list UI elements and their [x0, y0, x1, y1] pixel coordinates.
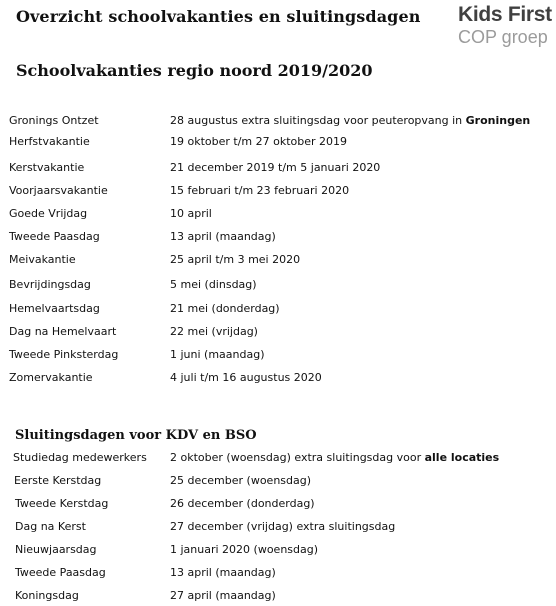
- item-name: Voorjaarsvakantie: [9, 184, 108, 197]
- item-name: Gronings Ontzet: [9, 114, 99, 127]
- list-item: [0, 250, 556, 270]
- item-name: Koningsdag: [15, 589, 79, 602]
- item-description: 21 december 2019 t/m 5 januari 2020: [170, 161, 381, 174]
- item-description: 25 april t/m 3 mei 2020: [170, 253, 301, 266]
- item-description: 19 oktober t/m 27 oktober 2019: [170, 135, 348, 148]
- item-description: 21 mei (donderdag): [170, 302, 280, 315]
- item-name: Tweede Pinksterdag: [9, 348, 119, 361]
- item-description: 5 mei (dinsdag): [170, 278, 257, 291]
- item-name: Tweede Paasdag: [9, 230, 100, 243]
- item-name: Zomervakantie: [9, 371, 93, 384]
- list-item: [0, 227, 556, 247]
- list-item: [0, 111, 556, 131]
- item-description: 26 december (donderdag): [170, 497, 315, 510]
- item-name: Nieuwjaarsdag: [15, 543, 97, 556]
- item-description: 28 augustus extra sluitingsdag voor peuteropvang in Groningen: [170, 114, 531, 127]
- list-item: [0, 158, 556, 178]
- list-item: [0, 448, 556, 468]
- item-name: Goede Vrijdag: [9, 207, 88, 220]
- list-item: [0, 204, 556, 224]
- item-name: Dag na Hemelvaart: [9, 325, 117, 338]
- item-name: Herfstvakantie: [9, 135, 90, 148]
- logo-brand-name: Kids First: [458, 3, 552, 26]
- item-description: 2 oktober (woensdag) extra sluitingsdag voor alle locaties: [170, 451, 500, 464]
- item-emphasis: Groningen: [465, 114, 531, 127]
- item-name: Hemelvaartsdag: [9, 302, 100, 315]
- section-title-schoolvakanties: Schoolvakanties regio noord 2019/2020: [16, 61, 373, 80]
- item-name: Kerstvakantie: [9, 161, 85, 174]
- list-item: [0, 275, 556, 295]
- item-description: 27 april (maandag): [170, 589, 276, 602]
- list-item: [0, 368, 556, 388]
- logo-group-name: COP groep: [458, 27, 548, 47]
- list-item: [0, 586, 556, 606]
- item-emphasis: alle locaties: [424, 451, 500, 464]
- list-item: [0, 345, 556, 365]
- item-description: 13 april (maandag): [170, 566, 276, 579]
- item-name: Bevrijdingsdag: [9, 278, 91, 291]
- list-item: [0, 471, 556, 491]
- list-item: [0, 181, 556, 201]
- item-name: Dag na Kerst: [15, 520, 86, 533]
- item-description: 22 mei (vrijdag): [170, 325, 258, 338]
- item-name: Eerste Kerstdag: [14, 474, 102, 487]
- item-description: 13 april (maandag): [170, 230, 276, 243]
- list-item: [0, 494, 556, 514]
- item-description: 25 december (woensdag): [170, 474, 312, 487]
- item-description: 27 december (vrijdag) extra sluitingsdag: [170, 520, 396, 533]
- item-name: Tweede Kerstdag: [15, 497, 109, 510]
- item-description: 10 april: [170, 207, 212, 220]
- list-item: [0, 132, 556, 152]
- list-item: [0, 540, 556, 560]
- item-description: 1 juni (maandag): [170, 348, 265, 361]
- item-description: 4 juli t/m 16 augustus 2020: [170, 371, 322, 384]
- list-item: [0, 299, 556, 319]
- item-name: Studiedag medewerkers: [13, 451, 147, 464]
- list-item: [0, 322, 556, 342]
- company-logo: [455, 2, 556, 48]
- section-title-sluitingsdagen: Sluitingsdagen voor KDV en BSO: [15, 428, 257, 443]
- item-name: Tweede Paasdag: [15, 566, 106, 579]
- item-description: 15 februari t/m 23 februari 2020: [170, 184, 350, 197]
- list-item: [0, 517, 556, 537]
- item-name: Meivakantie: [9, 253, 76, 266]
- page-title: Overzicht schoolvakanties en sluitingsdagen: [16, 7, 421, 26]
- item-description: 1 januari 2020 (woensdag): [170, 543, 319, 556]
- list-item: [0, 563, 556, 583]
